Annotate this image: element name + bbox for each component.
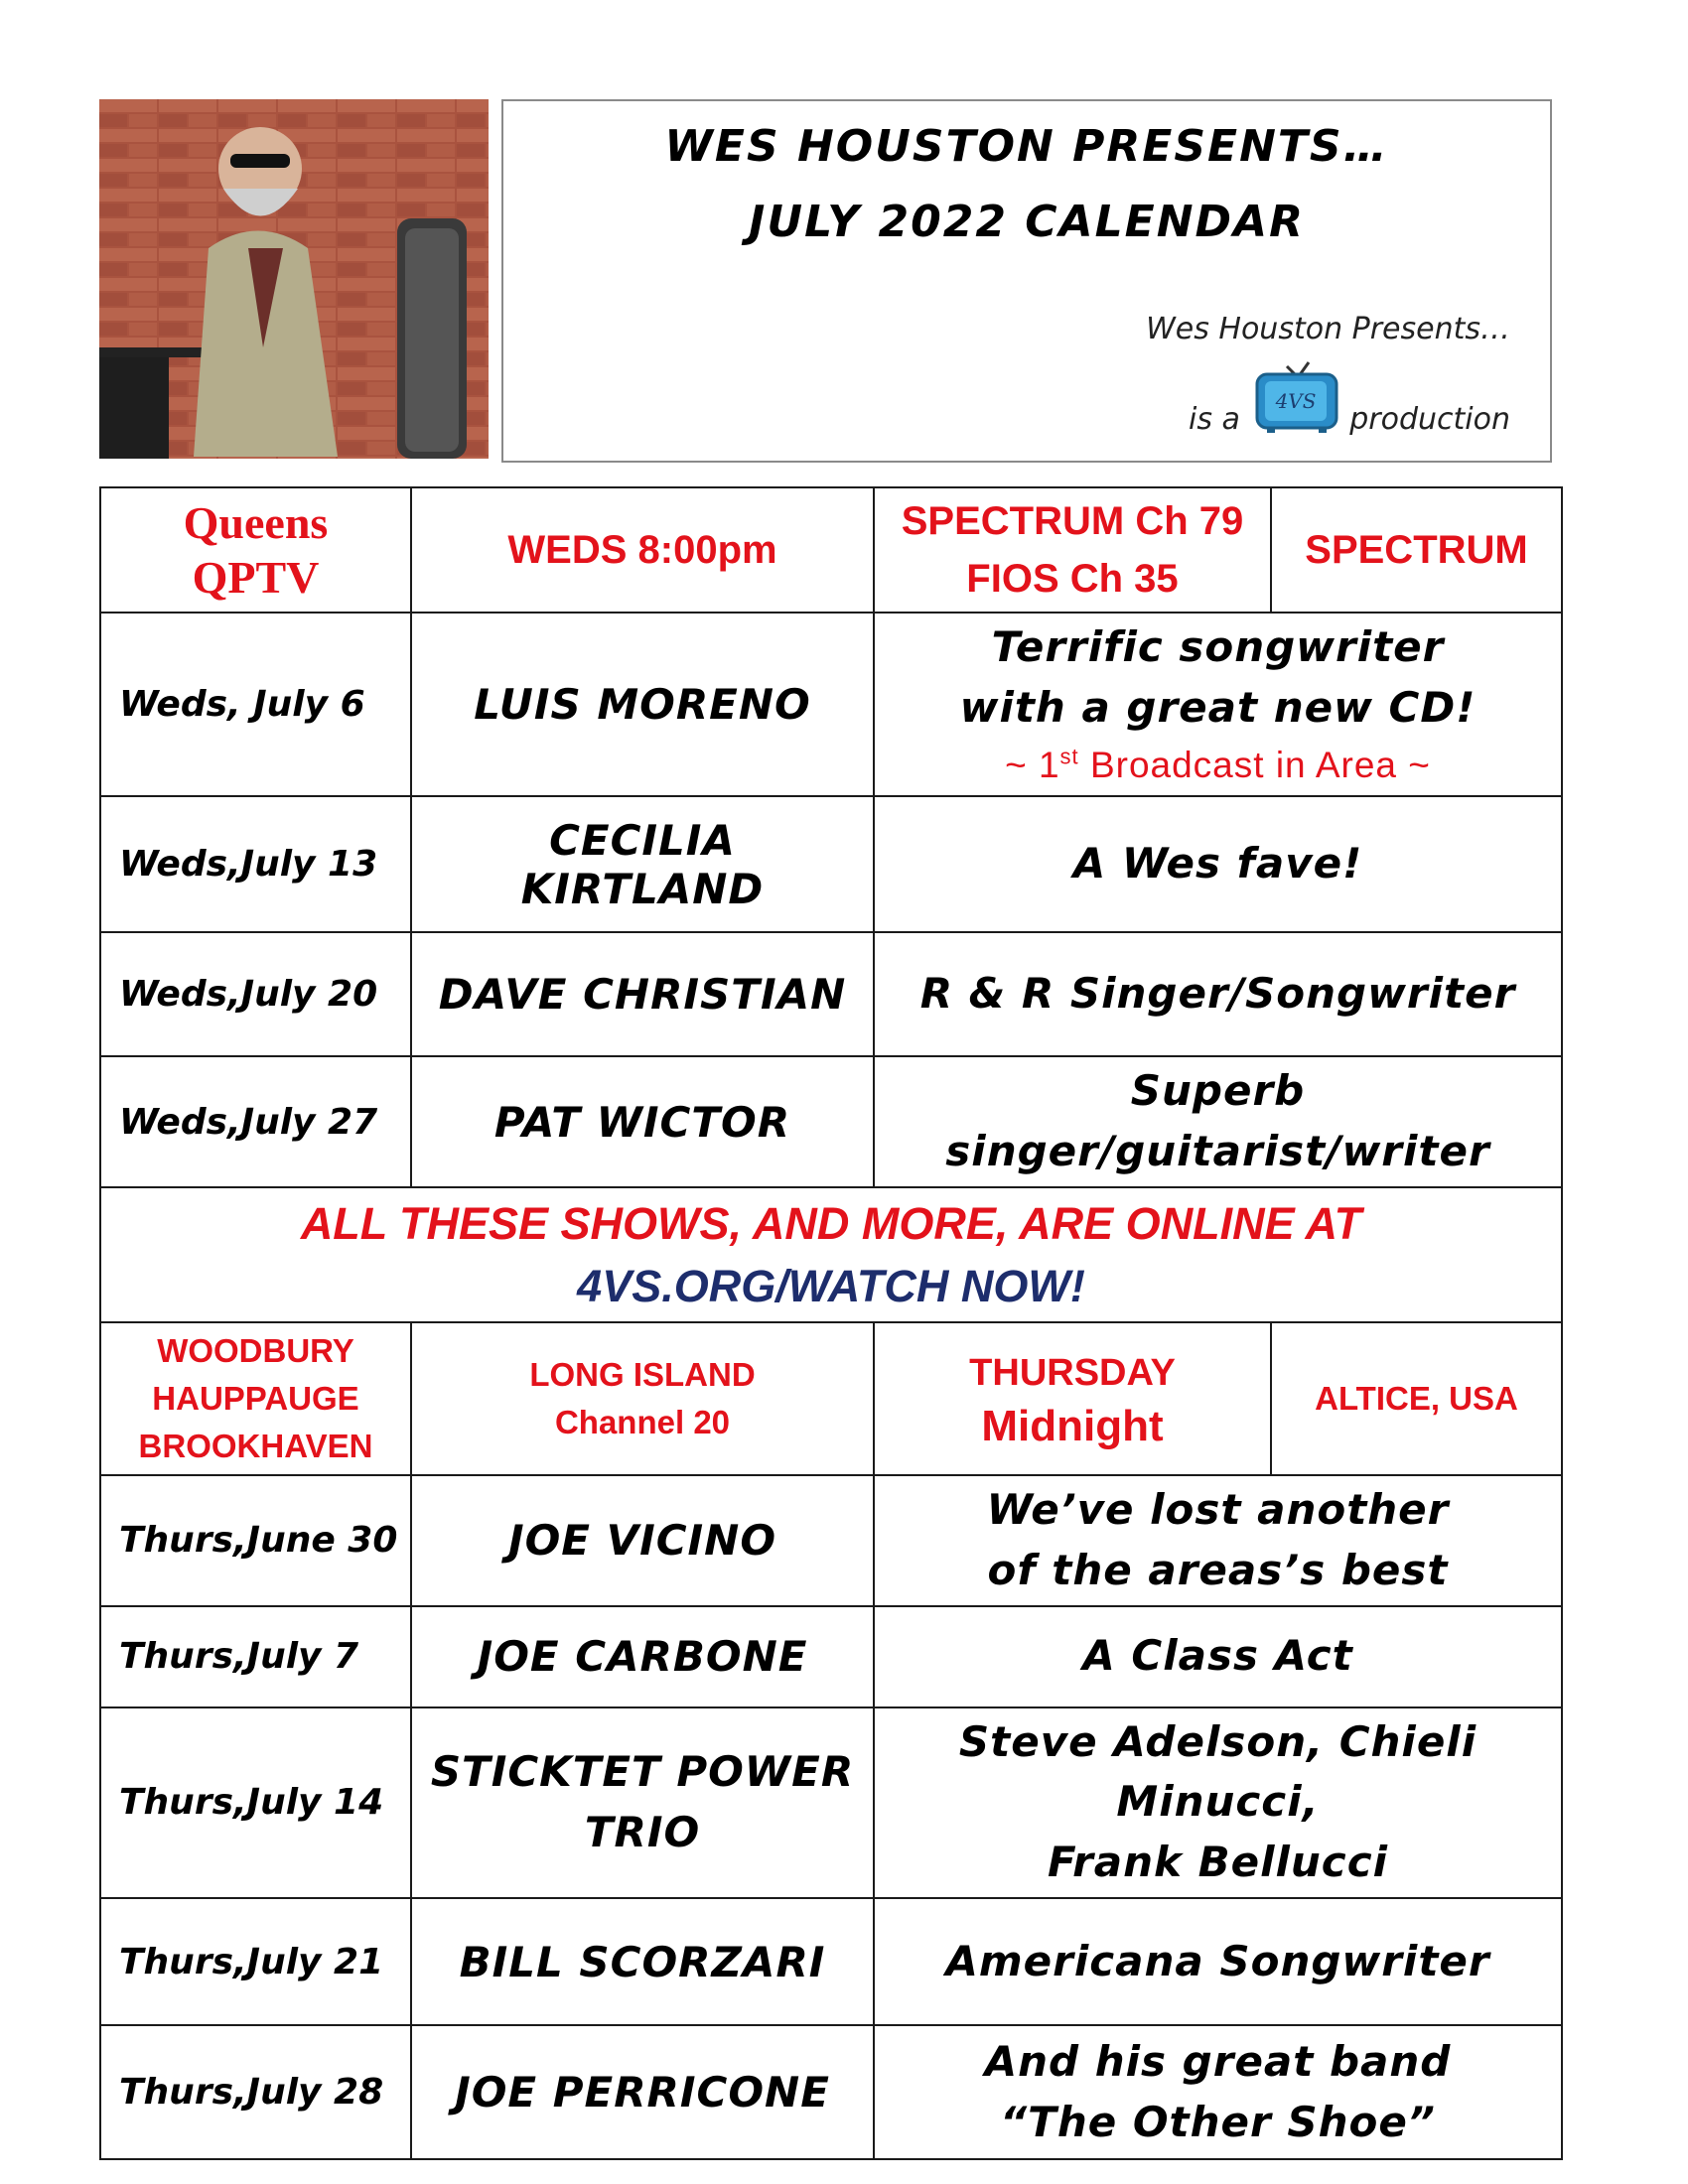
show-date: Thurs,June 30 [100,1475,411,1606]
table-row [100,1707,1562,1899]
table-row [100,1056,1562,1187]
broadcast-note: ~ 1st Broadcast in Area ~ [1005,744,1431,785]
table-row [100,1898,1562,2025]
credit-line: Wes Houston Presents… [1146,312,1510,346]
table-row [100,796,1562,932]
queens-time: WEDS 8:00pm [411,487,874,613]
show-artist: DAVE CHRISTIAN [411,932,874,1056]
queens-channel: SPECTRUM Ch 79 FIOS Ch 35 [874,487,1271,613]
schedule-table [99,486,1563,2160]
table-row [100,2025,1562,2159]
show-date: Weds, July 6 [100,613,411,796]
table-row [100,932,1562,1056]
credit-is-a: is a [1189,402,1240,437]
show-date: Weds,July 13 [100,796,411,932]
li-channel: LONG ISLAND Channel 20 [411,1322,874,1475]
tv-logo-icon [1253,354,1340,434]
show-description: R & R Singer/Songwriter [874,932,1562,1056]
table-row [100,613,1562,796]
show-description: A Wes fave! [874,796,1562,932]
show-artist: JOE CARBONE [411,1606,874,1707]
li-header-row [100,1322,1562,1475]
show-description: Americana Songwriter [874,1898,1562,2025]
show-description: And his great band “The Other Shoe” [874,2025,1562,2159]
show-description: Superb singer/guitarist/writer [874,1056,1562,1187]
show-artist: STICKTET POWER TRIO [411,1707,874,1899]
show-date: Weds,July 27 [100,1056,411,1187]
li-time: THURSDAY Midnight [874,1322,1271,1475]
show-artist: JOE VICINO [411,1475,874,1606]
online-banner-row [100,1187,1562,1322]
credit-production: production [1349,402,1510,437]
page-title: WES HOUSTON PRESENTS… [664,121,1389,172]
queens-provider: SPECTRUM [1271,487,1562,613]
show-artist: CECILIA KIRTLAND [411,796,874,932]
li-areas: WOODBURY HAUPPAUGE BROOKHAVEN [100,1322,411,1475]
tv-logo-text: 4VS [1275,389,1317,413]
show-description: Steve Adelson, Chieli Minucci, Frank Bellucci [874,1707,1562,1899]
show-date: Thurs,July 7 [100,1606,411,1707]
table-row [100,1475,1562,1606]
page-subtitle: JULY 2022 CALENDAR [749,197,1305,247]
host-photo [99,99,489,459]
show-date: Thurs,July 14 [100,1707,411,1899]
show-date: Thurs,July 28 [100,2025,411,2159]
show-artist: JOE PERRICONE [411,2025,874,2159]
online-banner: ALL THESE SHOWS, AND MORE, ARE ONLINE AT 4VS.ORG/WATCH NOW! [100,1187,1562,1322]
li-provider: ALTICE, USA [1271,1322,1562,1475]
show-description: A Class Act [874,1606,1562,1707]
table-row [100,1606,1562,1707]
queens-header-row [100,487,1562,613]
queens-station: Queens QPTV [100,487,411,613]
show-artist: BILL SCORZARI [411,1898,874,2025]
show-description: Terrific songwriter with a great new CD! ~ 1st Broadcast in Area ~ [874,613,1562,796]
show-artist: LUIS MORENO [411,613,874,796]
show-artist: PAT WICTOR [411,1056,874,1187]
watch-link[interactable]: 4VS.ORG/WATCH NOW! [577,1261,1085,1312]
show-date: Weds,July 20 [100,932,411,1056]
show-description: We’ve lost another of the areas’s best [874,1475,1562,1606]
title-box [501,99,1552,463]
show-date: Thurs,July 21 [100,1898,411,2025]
